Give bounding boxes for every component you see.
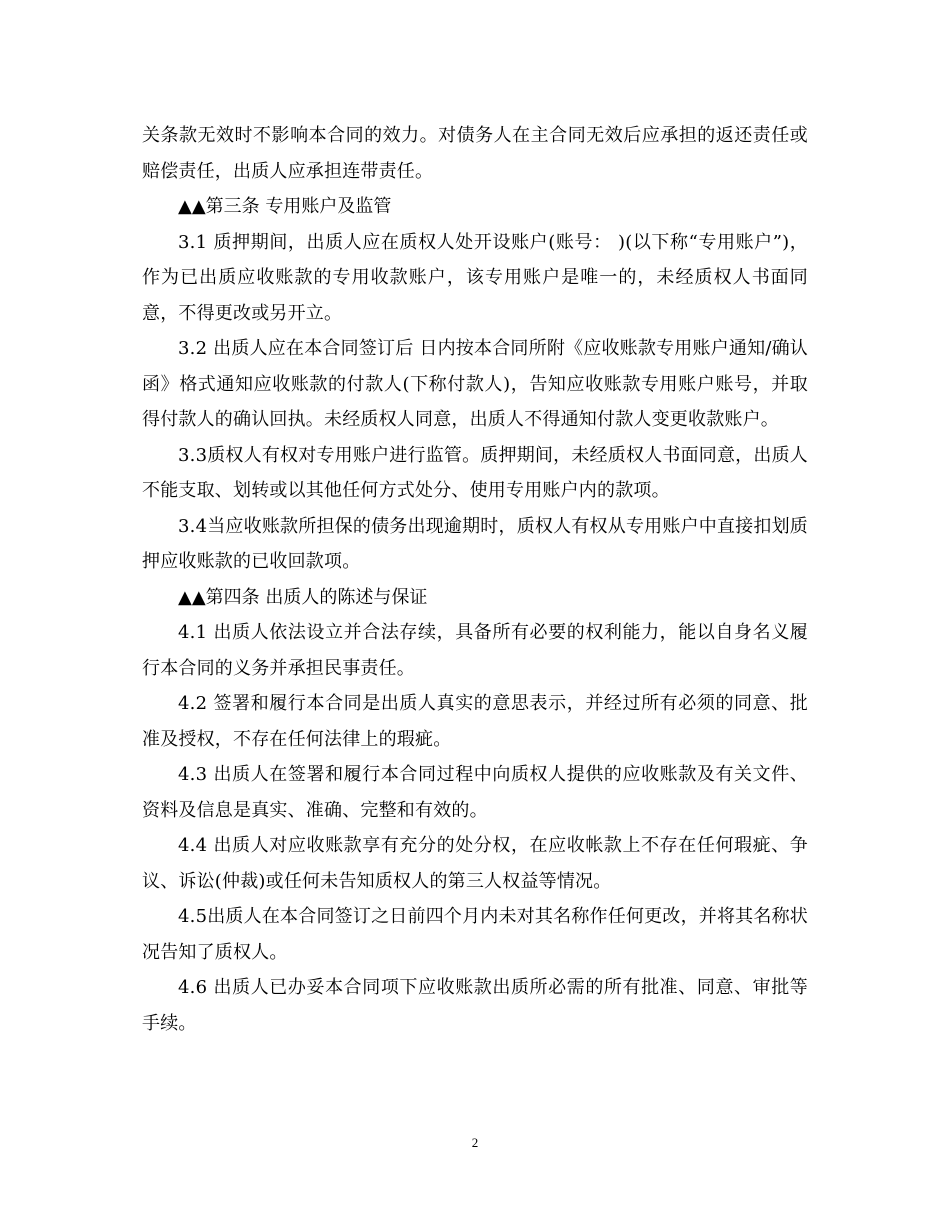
page-number: 2 xyxy=(471,1135,479,1150)
paragraph-4-1: 4.1 出质人依法设立并合法存续，具备所有必要的权利能力，能以自身名义履行本合同的义务并承担民事责任。 xyxy=(142,622,808,679)
paragraph-4-4: 4.4 出质人对应收账款享有充分的处分权，在应收帐款上不存在任何瑕疵、争议、诉讼(仲裁)或任何未告知质权人的第三人权益等情况。 xyxy=(142,835,808,892)
paragraph-3-1: 3.1 质押期间，出质人应在质权人处开设账户(账号： )(以下称“专用账户”)，作为已出质应收账款的专用收款账户，该专用账户是唯一的，未经质权人书面同意，不得更改或另开立。 xyxy=(142,231,808,324)
paragraph-4-3: 4.3 出质人在签署和履行本合同过程中向质权人提供的应收账款及有关文件、资料及信息是真实、准确、完整和有效的。 xyxy=(142,764,808,821)
paragraph-4-6: 4.6 出质人已办妥本合同项下应收账款出质所必需的所有批准、同意、审批等手续。 xyxy=(142,977,808,1034)
paragraph-4-5: 4.5出质人在本合同签订之日前四个月内未对其名称作任何更改，并将其名称状况告知了质权人。 xyxy=(142,906,808,963)
paragraph-3-2: 3.2 出质人应在本合同签订后 日内按本合同所附《应收账款专用账户通知/确认函》格式通知应收账款的付款人(下称付款人)，告知应收账款专用账户账号，并取得付款人的确认回执。未经质权人同意，出质人不得通知付款人变更收款账户。 xyxy=(142,338,808,430)
paragraph-4-2: 4.2 签署和履行本合同是出质人真实的意思表示，并经过所有必须的同意、批准及授权，不存在任何法律上的瑕疵。 xyxy=(142,693,808,750)
paragraph-continuation: 关条款无效时不影响本合同的效力。对债务人在主合同无效后应承担的返还责任或赔偿责任，出质人应承担连带责任。 xyxy=(142,125,808,182)
paragraph-3-3: 3.3质权人有权对专用账户进行监管。质押期间，未经质权人书面同意，出质人不能支取、划转或以其他任何方式处分、使用专用账户内的款项。 xyxy=(142,444,808,501)
document-body xyxy=(142,118,808,1041)
section-heading-article-3: ▲▲第三条 专用账户及监管 xyxy=(178,196,392,217)
paragraph-3-4: 3.4当应收账款所担保的债务出现逾期时，质权人有权从专用账户中直接扣划质押应收账款的已收回款项。 xyxy=(142,515,808,572)
section-heading-article-4: ▲▲第四条 出质人的陈述与保证 xyxy=(178,586,428,608)
